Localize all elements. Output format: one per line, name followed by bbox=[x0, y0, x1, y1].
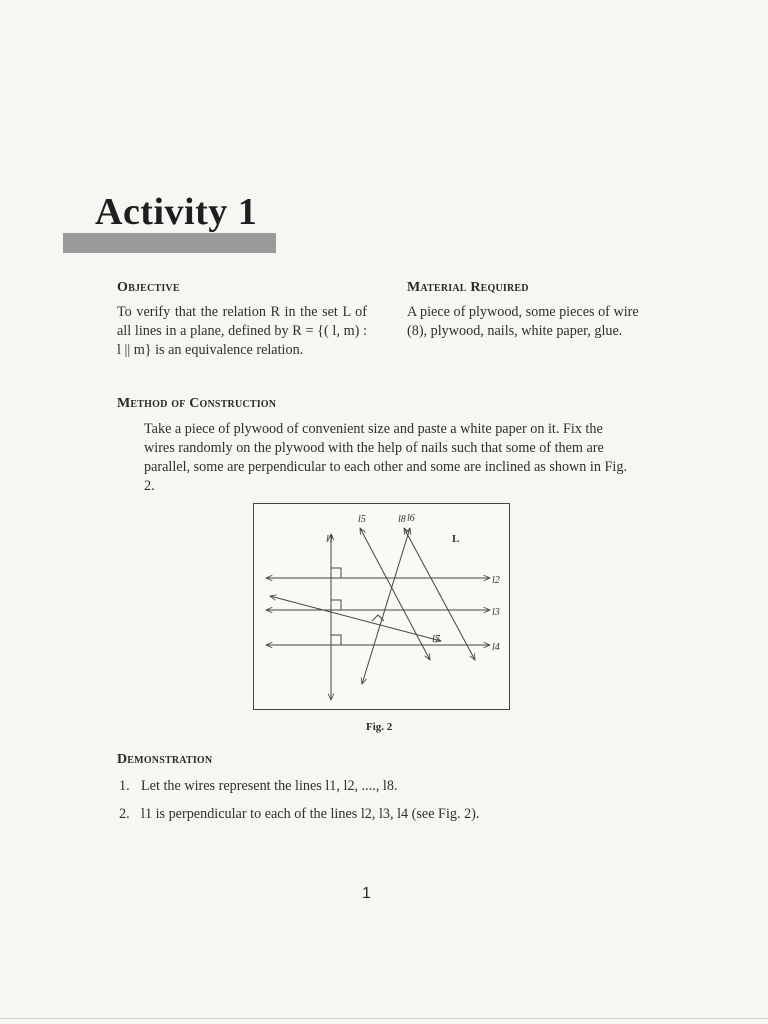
label-l8: l8 bbox=[398, 514, 406, 525]
label-l4: l4 bbox=[492, 642, 500, 653]
line-l5 bbox=[360, 528, 430, 660]
item-number: 2. bbox=[119, 806, 130, 822]
label-l7: l7 bbox=[432, 634, 440, 645]
method-heading: Method of Construction bbox=[117, 396, 277, 411]
item-text: l1 is perpendicular to each of the lines l2, l3, l4 (see Fig. 2). bbox=[141, 806, 480, 822]
lines-diagram bbox=[254, 504, 508, 708]
method-text: Take a piece of plywood of convenient size and paste a white paper on it. Fix the wires randomly on the plywood with the help of nails such that some of them are parallel, some are perpendicular to each other and some are inclined as shown in Fig. 2. bbox=[144, 421, 627, 494]
demonstration-item bbox=[119, 777, 639, 796]
item-text: Let the wires represent the lines l1, l2, ...., l8. bbox=[141, 778, 398, 794]
objective-text: To verify that the relation R in the set L of all lines in a plane, defined by R = {( l, m) : l || m} is an equivalence relation. bbox=[117, 304, 367, 358]
page-number: 1 bbox=[362, 885, 371, 902]
line-l7 bbox=[270, 596, 441, 641]
right-angle-mark-1 bbox=[331, 568, 341, 578]
title-band bbox=[63, 233, 276, 253]
objective-heading: Objective bbox=[117, 280, 180, 295]
figure-2 bbox=[253, 503, 510, 710]
activity-title: Activity 1 bbox=[95, 191, 258, 233]
label-l2: l2 bbox=[492, 575, 500, 586]
right-angle-mark-3 bbox=[331, 635, 341, 645]
right-angle-mark-2 bbox=[331, 600, 341, 610]
label-l3: l3 bbox=[492, 607, 500, 618]
item-number: 1. bbox=[119, 778, 130, 794]
demonstration-item bbox=[119, 805, 639, 824]
material-text: A piece of plywood, some pieces of wire (8), plywood, nails, white paper, glue. bbox=[407, 304, 639, 339]
bottom-rule bbox=[0, 1018, 768, 1019]
label-l6: l6 bbox=[407, 513, 415, 524]
demonstration-heading: Demonstration bbox=[117, 752, 213, 767]
label-l1: l1 bbox=[326, 534, 334, 545]
demonstration-list bbox=[119, 777, 639, 833]
figure-caption: Fig. 2 bbox=[366, 721, 393, 733]
material-heading: Material Required bbox=[407, 280, 529, 295]
set-label-L: L bbox=[452, 533, 460, 545]
label-l5: l5 bbox=[358, 514, 366, 525]
line-l8 bbox=[362, 528, 410, 684]
